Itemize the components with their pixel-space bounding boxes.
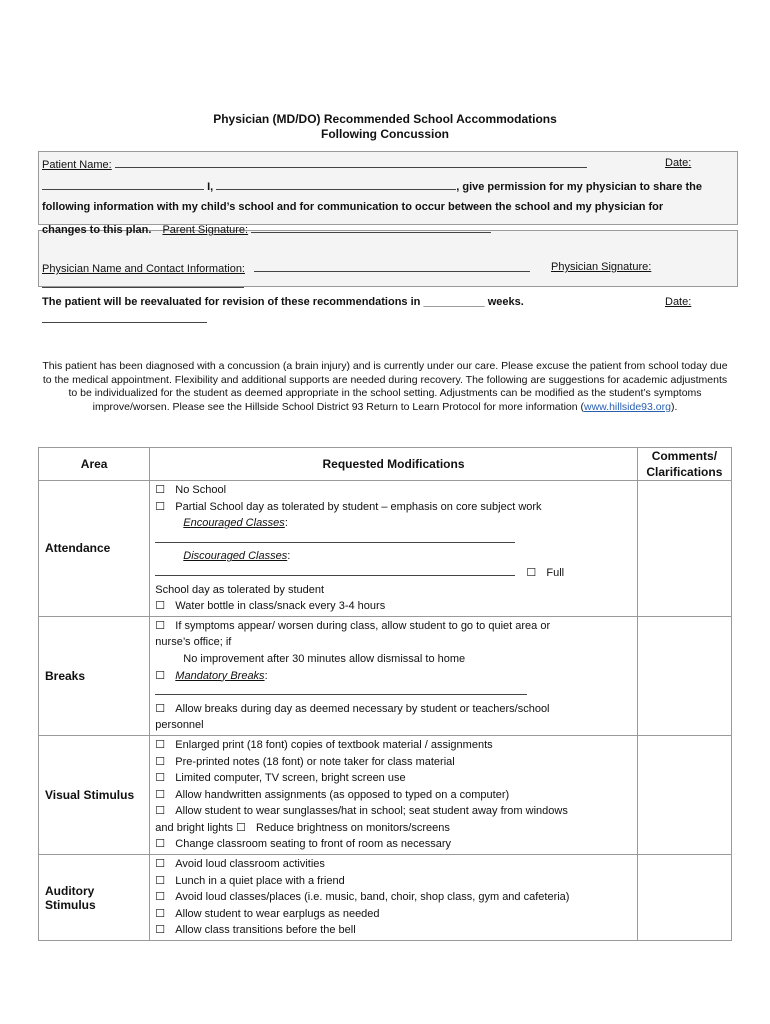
physician-name-line: Physician Name and Contact Information: [42, 261, 530, 275]
checkbox[interactable]: ☐ [155, 755, 166, 768]
breaks-mods: ☐ If symptoms appear/ worsen during class, allow student to go to quiet area or nurse’s office; if No improvement after 30 minutes allow dismissal to home ☐ Mandatory Breaks: ☐ Allow breaks during day as deemed necessary by student or teachers/school personnel [150, 616, 637, 735]
physician-contact-field[interactable] [42, 277, 244, 288]
comments-header: Comments/ Clarifications [637, 448, 731, 481]
intro-paragraph: This patient has been diagnosed with a concussion (a brain injury) and is currently under our care. Please excuse the patient from school today due to the medical appointment. Flexibility and additional supports are needed during recovery. The following are suggestions for academic adjustments to be individualized for the student as deemed appropriate in the school setting. Adjustments can be modified as the student’s symptoms improve/worsen. Please see the Hillside School District 93 Return to Learn Protocol for more information (www.hillside93.org). [42, 360, 728, 413]
physician-signature-label: Physician Signature: [551, 261, 652, 273]
date-label: Date: [665, 157, 692, 169]
permission-line: I, , give permission for my physician to share the [42, 179, 702, 193]
attendance-area: Attendance [39, 481, 150, 617]
table-header-row [39, 448, 732, 481]
patient-name-field[interactable] [115, 157, 587, 168]
auditory-mods: ☐ Avoid loud classroom activities ☐ Lunch in a quiet place with a friend ☐ Avoid loud classes/places (i.e. music, band, choir, shop class, gym and cafeteria) ☐ Allow student to wear earplugs as needed ☐ Allow class transitions before the bell [150, 855, 637, 941]
checkbox[interactable]: ☐ [155, 484, 166, 496]
encouraged-field[interactable] [155, 532, 515, 543]
checkbox[interactable]: ☐ [155, 891, 166, 904]
district-link[interactable]: www.hillside93.org [584, 400, 671, 413]
auditory-row [39, 855, 732, 941]
physician-contact-blank [42, 277, 244, 291]
breaks-area: Breaks [39, 616, 150, 735]
checkbox[interactable]: ☐ [155, 600, 166, 613]
visual-row [39, 735, 732, 854]
checkbox[interactable]: ☐ [155, 838, 166, 851]
checkbox[interactable]: ☐ [155, 924, 166, 937]
title-line-2: Following Concussion [321, 127, 449, 141]
area-header: Area [39, 448, 150, 481]
mandatory-breaks-field[interactable] [155, 684, 527, 695]
date-label-2: Date: [665, 296, 692, 308]
child-name-field[interactable] [216, 179, 456, 190]
changes-line: changes to this plan. Parent Signature: [42, 222, 491, 236]
checkbox[interactable]: ☐ [155, 738, 166, 751]
parent-name-field[interactable] [42, 179, 204, 190]
checkbox[interactable]: ☐ [155, 907, 166, 920]
visual-mods: ☐ Enlarged print (18 font) copies of textbook material / assignments ☐ Pre-printed notes (18 font) or note taker for class material ☐ Limited computer, TV screen, bright screen use ☐ Allow handwritten assignments (as opposed to typed on a computer) ☐ Allow student to wear sunglasses/hat in school; seat student away from windows and bright lights ☐ Reduce brightness on monitors/screens ☐ Change classroom seating to front of room as necessary [150, 735, 637, 854]
checkbox[interactable]: ☐ [155, 788, 166, 801]
checkbox[interactable]: ☐ [155, 858, 166, 871]
checkbox[interactable]: ☐ [236, 821, 246, 834]
breaks-row [39, 616, 732, 735]
visual-area: Visual Stimulus [39, 735, 150, 854]
physician-name-field[interactable] [254, 261, 530, 272]
auditory-comments[interactable] [637, 855, 731, 941]
checkbox[interactable]: ☐ [155, 619, 166, 632]
title-line-1: Physician (MD/DO) Recommended School Accommodations [213, 112, 557, 126]
reevaluate-line: The patient will be reevaluated for revision of these recommendations in __________ weeks. [42, 296, 524, 308]
checkbox[interactable]: ☐ [526, 566, 537, 579]
discouraged-field[interactable] [155, 565, 515, 576]
checkbox[interactable]: ☐ [155, 702, 166, 715]
auditory-area: Auditory Stimulus [39, 855, 150, 941]
permission-line-2: following information with my child’s school and for communication to occur between the school and my physician for [42, 201, 664, 213]
checkbox[interactable]: ☐ [155, 805, 166, 818]
accommodations-table [38, 447, 732, 941]
page-title [0, 112, 770, 142]
patient-name-label: Patient Name: [42, 157, 587, 171]
attendance-comments[interactable] [637, 481, 731, 617]
date-blank [42, 312, 207, 326]
weeks-field[interactable]: __________ [423, 296, 485, 308]
checkbox[interactable]: ☐ [155, 500, 166, 513]
attendance-mods: ☐ No School ☐ Partial School day as tolerated by student – emphasis on core subject work Encouraged Classes: Discouraged Classes: ☐ Full School day as tolerated by student ☐ Water bottle in class/snack every 3-4 hours [150, 481, 637, 617]
parent-signature-field[interactable] [251, 222, 491, 233]
checkbox[interactable]: ☐ [155, 772, 166, 785]
breaks-comments[interactable] [637, 616, 731, 735]
checkbox[interactable]: ☐ [155, 669, 166, 682]
visual-comments[interactable] [637, 735, 731, 854]
date-field[interactable] [42, 312, 207, 323]
checkbox[interactable]: ☐ [155, 874, 166, 887]
mods-header: Requested Modifications [150, 448, 637, 481]
attendance-row [39, 481, 732, 617]
